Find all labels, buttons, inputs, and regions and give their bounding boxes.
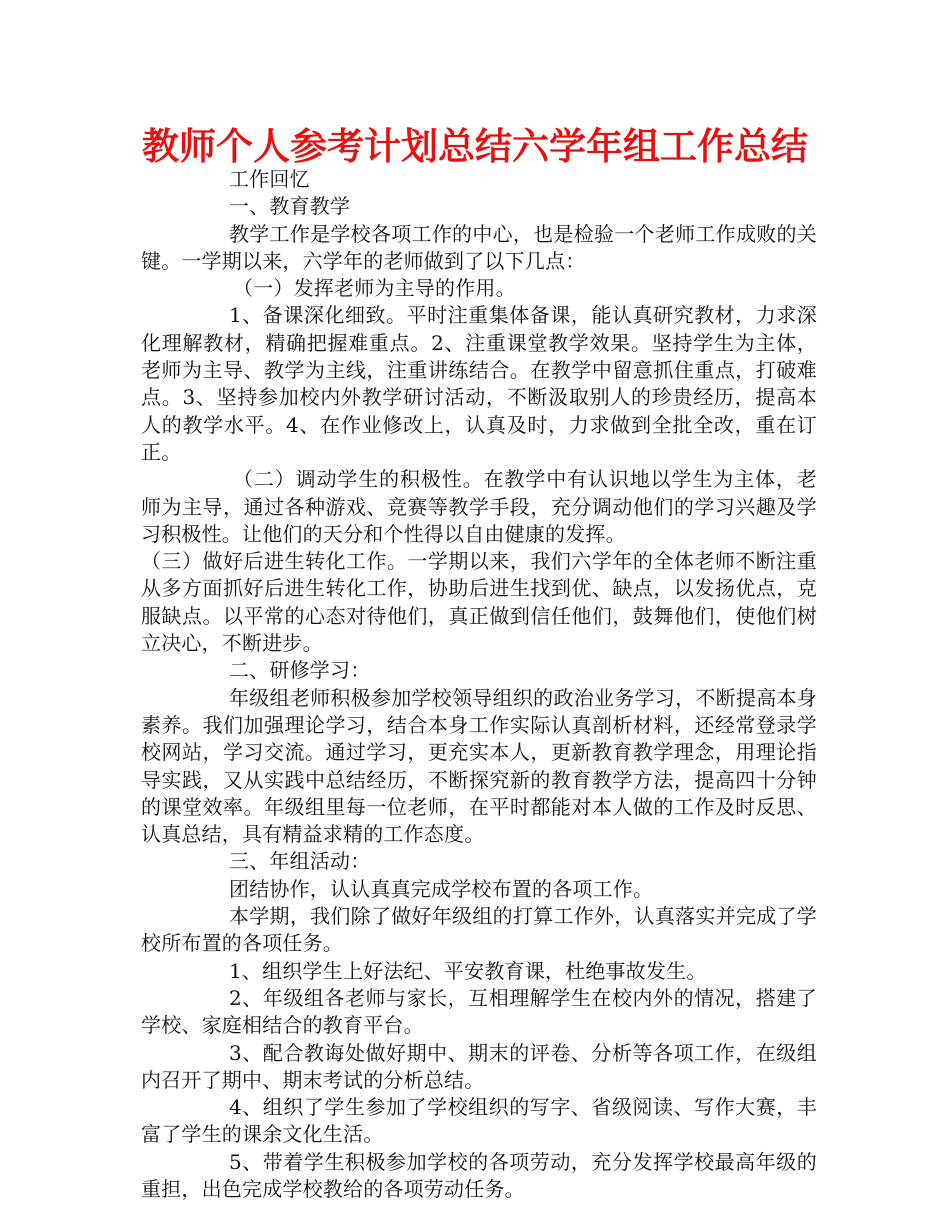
list-item: 3、配合教诲处做好期中、期末的评卷、分析等各项工作，在级组内召开了期中、期末考试的分析总结。	[141, 1040, 817, 1092]
section-heading-teaching: 一、教育教学	[229, 194, 351, 219]
list-item: 4、组织了学生参加了学校组织的写字、省级阅读、写作大赛，丰富了学生的课余文化生活。	[141, 1095, 817, 1147]
list-item: 1、组织学生上好法纪、平安教育课，杜绝事故发生。	[229, 958, 707, 983]
paragraph-review-heading: 工作回忆	[229, 167, 310, 191]
paragraph: （三）做好后进生转化工作。一学期以来，我们六学年的全体老师不断注重从多方面抓好后进生转化工作，协助后进生找到优、缺点，以发扬优点，克服缺点。以平常的心态对待他们，真正做到信任他们，鼓舞他们，使他们树立决心，不断进步。	[141, 549, 817, 656]
document-title: 教师个人参考计划总结六学年组工作总结	[142, 125, 808, 168]
list-item: 5、带着学生积极参加学校的各项劳动，充分发挥学校最高年级的重担，出色完成学校教给的各项劳动任务。	[141, 1149, 817, 1201]
subsection-heading: （一）发挥老师为主导的作用。	[233, 276, 516, 301]
document-body	[141, 166, 817, 1203]
paragraph: 团结协作，认认真真完成学校布置的各项工作。	[229, 876, 654, 901]
paragraph: 1、备课深化细致。平时注重集体备课，能认真研究教材，力求深化理解教材，精确把握难重点。2、注重课堂教学效果。坚持学生为主体，老师为主导、教学为主线，注重讲练结合。在教学中留意抓住重点，打破难点。3、坚持参加校内外教学研讨活动，不断汲取别人的珍贵经历，提高本人的教学水平。4、在作业修改上，认真及时，力求做到全批全改，重在订正。	[141, 303, 817, 464]
paragraph: 教学工作是学校各项工作的中心，也是检验一个老师工作成败的关键。一学期以来，六学年的老师做到了以下几点：	[141, 221, 817, 273]
section-heading-study: 二、研修学习：	[229, 658, 371, 683]
paragraph: 本学期，我们除了做好年级组的打算工作外，认真落实并完成了学校所布置的各项任务。	[141, 904, 817, 956]
list-item: 2、年级组各老师与家长，互相理解学生在校内外的情况，搭建了学校、家庭相结合的教育平台。	[141, 985, 817, 1038]
section-heading-activities: 三、年组活动：	[229, 849, 371, 874]
paragraph: 年级组老师积极参加学校领导组织的政治业务学习，不断提高本身素养。我们加强理论学习，结合本身工作实际认真剖析材料，还经常登录学校网站，学习交流。通过学习，更充实本人，更新教育教学理念，用理论指导实践，又从实践中总结经历，不断探究新的教育教学方法，提高四十分钟的课堂效率。年级组里每一位老师，在平时都能对本人做的工作及时反思、认真总结，具有精益求精的工作态度。	[141, 685, 817, 847]
paragraph: （二）调动学生的积极性。在教学中有认识地以学生为主体，老师为主导，通过各种游戏、竞赛等教学手段，充分调动他们的学习兴趣及学习积极性。让他们的天分和个性得以自由健康的发挥。	[141, 467, 817, 546]
